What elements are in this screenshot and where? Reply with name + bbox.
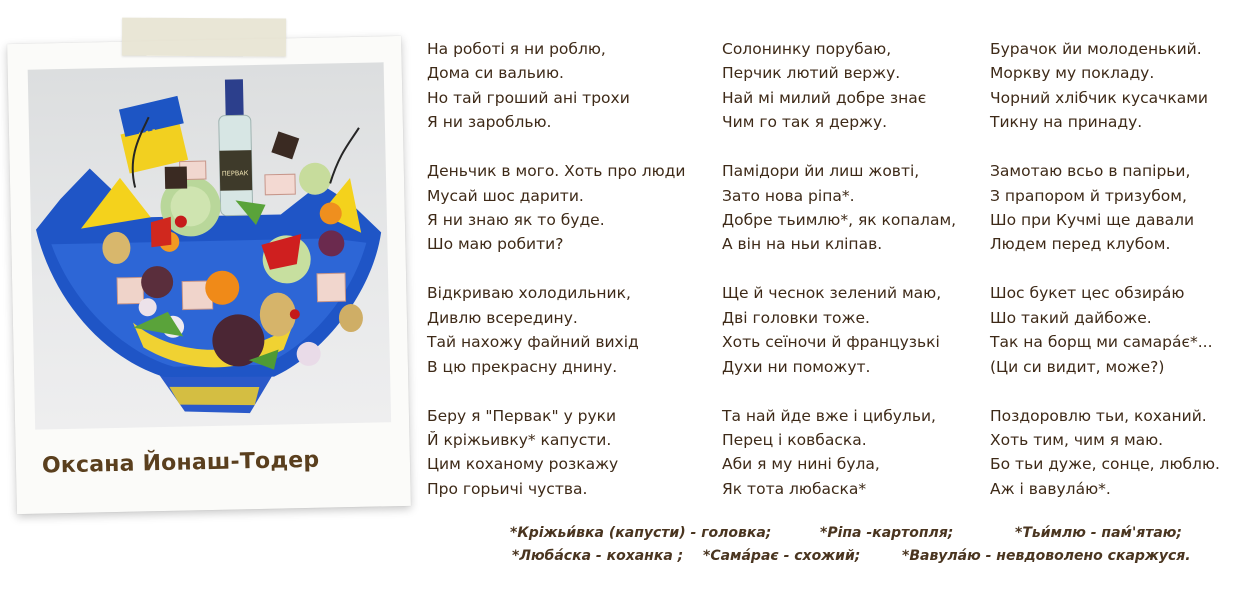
poem-line: Дома си вальию.: [427, 64, 564, 83]
poem-line: Памідори йи лиш жовті,: [722, 162, 920, 181]
footnote: *Кріжьи́вка (капусти) - головка;: [510, 525, 772, 541]
author-name: Оксана Йонаш-Тодер: [41, 447, 320, 479]
poem-line: А він на ньи кліпав.: [722, 235, 883, 254]
poem-line: Й кріжьивку* капусти.: [427, 431, 612, 450]
poem-line: Зато нова ріпа*.: [722, 186, 855, 205]
bouquet-photo: [28, 62, 391, 429]
stanza: [427, 159, 685, 257]
poem-line: Як тота любаска*: [722, 479, 867, 498]
footnote: *Ріпа -картопля;: [820, 525, 954, 541]
poem-line: Відкриваю холодильник,: [427, 284, 631, 303]
stanza: [990, 281, 1220, 379]
tape-strip: [122, 18, 286, 57]
stanza: [722, 404, 956, 502]
poem-line: Бурачок йи молоденький.: [990, 40, 1202, 58]
poem-line: Добре тьимлю*, як копалам,: [722, 211, 957, 230]
poem-line: Бо тьи дуже, сонце, люблю.: [990, 455, 1220, 474]
poem-line: Солонинку порубаю,: [722, 40, 892, 58]
stanza: [427, 404, 685, 502]
poem-line: В цю прекрасну днину.: [427, 357, 618, 376]
poem-line: Най мі милий добре знає: [722, 88, 927, 107]
svg-text:Ψ: Ψ: [136, 124, 162, 156]
bouquet-illustration: [28, 62, 391, 429]
poem-line: Шо маю робити?: [427, 235, 564, 254]
stanza: [990, 159, 1220, 257]
poem-line: Ще й чеснок зелений маю,: [722, 284, 942, 303]
poem-column-3: [990, 37, 1220, 501]
footnote: *Сама́рає - схожий;: [703, 548, 861, 564]
poem-line: Та най йде вже і цибульи,: [722, 406, 936, 425]
poem-line: На роботі я ни роблю,: [427, 40, 606, 58]
bottle-label: ПЕРВАК: [221, 169, 249, 178]
poem-line: Тикну на принаду.: [990, 113, 1143, 132]
poem-line: Дві головки тоже.: [722, 308, 870, 327]
poem-line: Людем перед клубом.: [990, 235, 1171, 254]
poem-line: Так на борщ ми самара́є*...: [990, 333, 1213, 352]
poem-line: Цим коханому розкажу: [427, 455, 619, 474]
poem-line: Шо такий дайбоже.: [990, 308, 1152, 327]
poem-line: Хоть сеїночи й французькі: [722, 333, 940, 352]
poem-line: Чорний хлібчик кусачками: [990, 88, 1208, 107]
poem-column-1: [427, 37, 685, 501]
stanza: [722, 37, 956, 135]
poem-line: Шос букет цес обзира́ю: [990, 284, 1185, 303]
poem-line: Духи ни поможут.: [722, 357, 871, 376]
poem-line: (Ци си видит, може?): [990, 357, 1165, 376]
stanza: [427, 281, 685, 379]
poem-line: Моркву му покладу.: [990, 64, 1155, 83]
stanza: [990, 404, 1220, 502]
poem-line: Замотаю всьо в папірьи,: [990, 162, 1191, 181]
poem-line: Про горьичі чуства.: [427, 479, 588, 498]
polaroid-card: [7, 36, 411, 514]
stanza: [722, 159, 956, 257]
poem-line: Я ни зароблью.: [427, 113, 552, 132]
poem-line: Хоть тим, чим я маю.: [990, 431, 1164, 450]
poem-line: Перчик лютий вержу.: [722, 64, 901, 83]
poem-line: Деньчик в мого. Хоть про люди: [427, 162, 686, 181]
footnote: *Вавула́ю - невдоволено скаржуся.: [902, 548, 1191, 564]
footnote: *Тьи́млю - пам́'ятаю;: [1015, 525, 1183, 541]
poem-line: Аж і вавула́ю*.: [990, 479, 1111, 498]
poem-line: Аби я му нині була,: [722, 455, 880, 474]
poem-line: Шо при Кучмі ще давали: [990, 211, 1195, 230]
stanza: [427, 37, 685, 135]
poem-line: Беру я "Первак" у руки: [427, 406, 617, 425]
poem-line: Тай нахожу файний вихід: [427, 333, 639, 352]
poem-line: Мусай шос дарити.: [427, 186, 584, 205]
poem-column-2: [722, 37, 956, 501]
poem-line: Перец і ковбаска.: [722, 431, 867, 450]
footnote: *Люба́ска - коханка ;: [512, 548, 684, 564]
poem-line: З прапором й тризубом,: [990, 186, 1187, 205]
stanza: [990, 37, 1220, 135]
poem-line: Дивлю всередину.: [427, 308, 578, 327]
poem-line: Поздоровлю тьи, коханий.: [990, 406, 1207, 425]
stanza: [722, 281, 956, 379]
poem-line: Я ни знаю як то буде.: [427, 211, 605, 230]
poem-line: Чим го так я держу.: [722, 113, 888, 132]
poem-line: Но тай гроший ані трохи: [427, 88, 630, 107]
